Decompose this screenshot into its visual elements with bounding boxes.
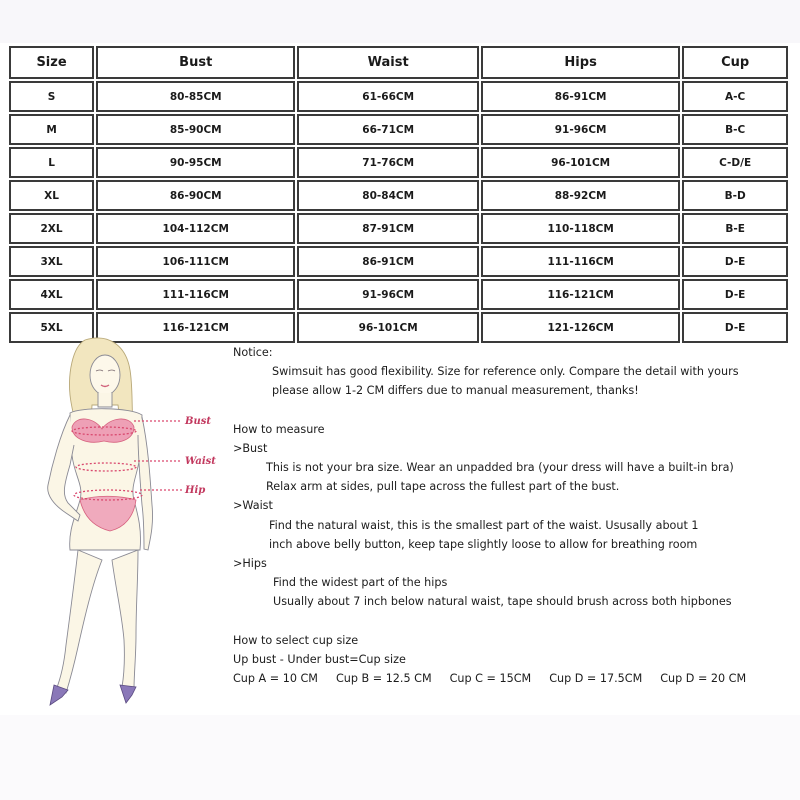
table-row xyxy=(9,279,788,310)
bottom-background-band xyxy=(0,715,800,800)
bust-instruction: This is not your bra size. Wear an unpadded bra (your dress will have a built-in bra) xyxy=(266,461,734,475)
bust-title: >Bust xyxy=(233,441,268,455)
cell-size: M xyxy=(9,114,94,145)
cell-waist: 80-84CM xyxy=(297,180,479,211)
cup-size-values xyxy=(233,669,793,688)
how-to-measure-title: How to measure xyxy=(233,422,325,436)
cell-size: L xyxy=(9,147,94,178)
cell-hips: 88-92CM xyxy=(481,180,680,211)
cell-waist: 66-71CM xyxy=(297,114,479,145)
spacer xyxy=(233,401,793,420)
cell-waist: 91-96CM xyxy=(297,279,479,310)
cell-waist: 96-101CM xyxy=(297,312,479,343)
cell-hips: 91-96CM xyxy=(481,114,680,145)
hip-label: Hip xyxy=(185,485,206,496)
cell-waist: 61-66CM xyxy=(297,81,479,112)
cup-value: Cup B = 12.5 CM xyxy=(335,672,432,686)
table-row xyxy=(9,180,788,211)
waist-title: >Waist xyxy=(233,499,273,513)
cell-cup: D-E xyxy=(682,312,788,343)
size-chart-table xyxy=(7,44,790,345)
header-cup: Cup xyxy=(682,46,788,79)
cup-value: Cup A = 10 CM xyxy=(233,672,318,686)
right-shoe xyxy=(120,685,136,703)
hips-title: >Hips xyxy=(233,557,267,571)
header-bust: Bust xyxy=(96,46,295,79)
cell-bust: 106-111CM xyxy=(96,246,295,277)
cell-size: 5XL xyxy=(9,312,94,343)
cell-bust: 80-85CM xyxy=(96,81,295,112)
header-size: Size xyxy=(9,46,94,79)
cell-cup: B-D xyxy=(682,180,788,211)
table-row xyxy=(9,114,788,145)
cup-size-title: How to select cup size xyxy=(233,633,359,647)
cell-cup: D-E xyxy=(682,279,788,310)
cell-bust: 116-121CM xyxy=(96,312,295,343)
cell-cup: D-E xyxy=(682,246,788,277)
table-row xyxy=(9,246,788,277)
cell-hips: 96-101CM xyxy=(481,147,680,178)
cell-cup: C-D/E xyxy=(682,147,788,178)
bust-instruction: Relax arm at sides, pull tape across the fullest part of the bust. xyxy=(266,480,620,494)
cup-size-formula: Up bust - Under bust=Cup size xyxy=(233,652,406,666)
hips-instruction: Usually about 7 inch below natural waist, tape should brush across both hipbones xyxy=(273,595,732,609)
cell-bust: 111-116CM xyxy=(96,279,295,310)
notice-line: Swimsuit has good flexibility. Size for reference only. Compare the detail with yours xyxy=(272,365,739,379)
cell-size: 4XL xyxy=(9,279,94,310)
top-background-band xyxy=(0,0,800,43)
notice-title: Notice: xyxy=(233,346,273,359)
cell-bust: 86-90CM xyxy=(96,180,295,211)
header-hips: Hips xyxy=(481,46,680,79)
waist-instruction: Find the natural waist, this is the smallest part of the waist. Ususally about 1 xyxy=(269,518,699,532)
cup-value: Cup C = 15CM xyxy=(449,672,532,686)
cell-size: S xyxy=(9,81,94,112)
cell-cup: A-C xyxy=(682,81,788,112)
table-row xyxy=(9,147,788,178)
cell-size: XL xyxy=(9,180,94,211)
cup-value: Cup D = 20 CM xyxy=(660,672,747,686)
cell-bust: 104-112CM xyxy=(96,213,295,244)
cell-hips: 110-118CM xyxy=(481,213,680,244)
cell-cup: B-E xyxy=(682,213,788,244)
cell-hips: 116-121CM xyxy=(481,279,680,310)
waist-label: Waist xyxy=(185,456,216,467)
cell-waist: 86-91CM xyxy=(297,246,479,277)
cell-size: 2XL xyxy=(9,213,94,244)
cell-cup: B-C xyxy=(682,114,788,145)
cell-bust: 85-90CM xyxy=(96,114,295,145)
table-row xyxy=(9,81,788,112)
hips-instruction: Find the widest part of the hips xyxy=(273,576,448,590)
cell-hips: 121-126CM xyxy=(481,312,680,343)
body-measurement-illustration xyxy=(30,335,230,710)
table-row xyxy=(9,213,788,244)
measurement-notes xyxy=(233,343,793,688)
cell-waist: 87-91CM xyxy=(297,213,479,244)
waist-instruction: inch above belly button, keep tape slightly loose to allow for breathing room xyxy=(269,537,698,551)
spacer xyxy=(233,612,793,631)
notice-line: please allow 1-2 CM differs due to manual measurement, thanks! xyxy=(272,384,639,398)
bust-label: Bust xyxy=(185,416,211,427)
table-header-row xyxy=(9,46,788,79)
cell-bust: 90-95CM xyxy=(96,147,295,178)
cell-hips: 86-91CM xyxy=(481,81,680,112)
cell-size: 3XL xyxy=(9,246,94,277)
cup-value: Cup D = 17.5CM xyxy=(549,672,643,686)
header-waist: Waist xyxy=(297,46,479,79)
cell-waist: 71-76CM xyxy=(297,147,479,178)
cell-hips: 111-116CM xyxy=(481,246,680,277)
